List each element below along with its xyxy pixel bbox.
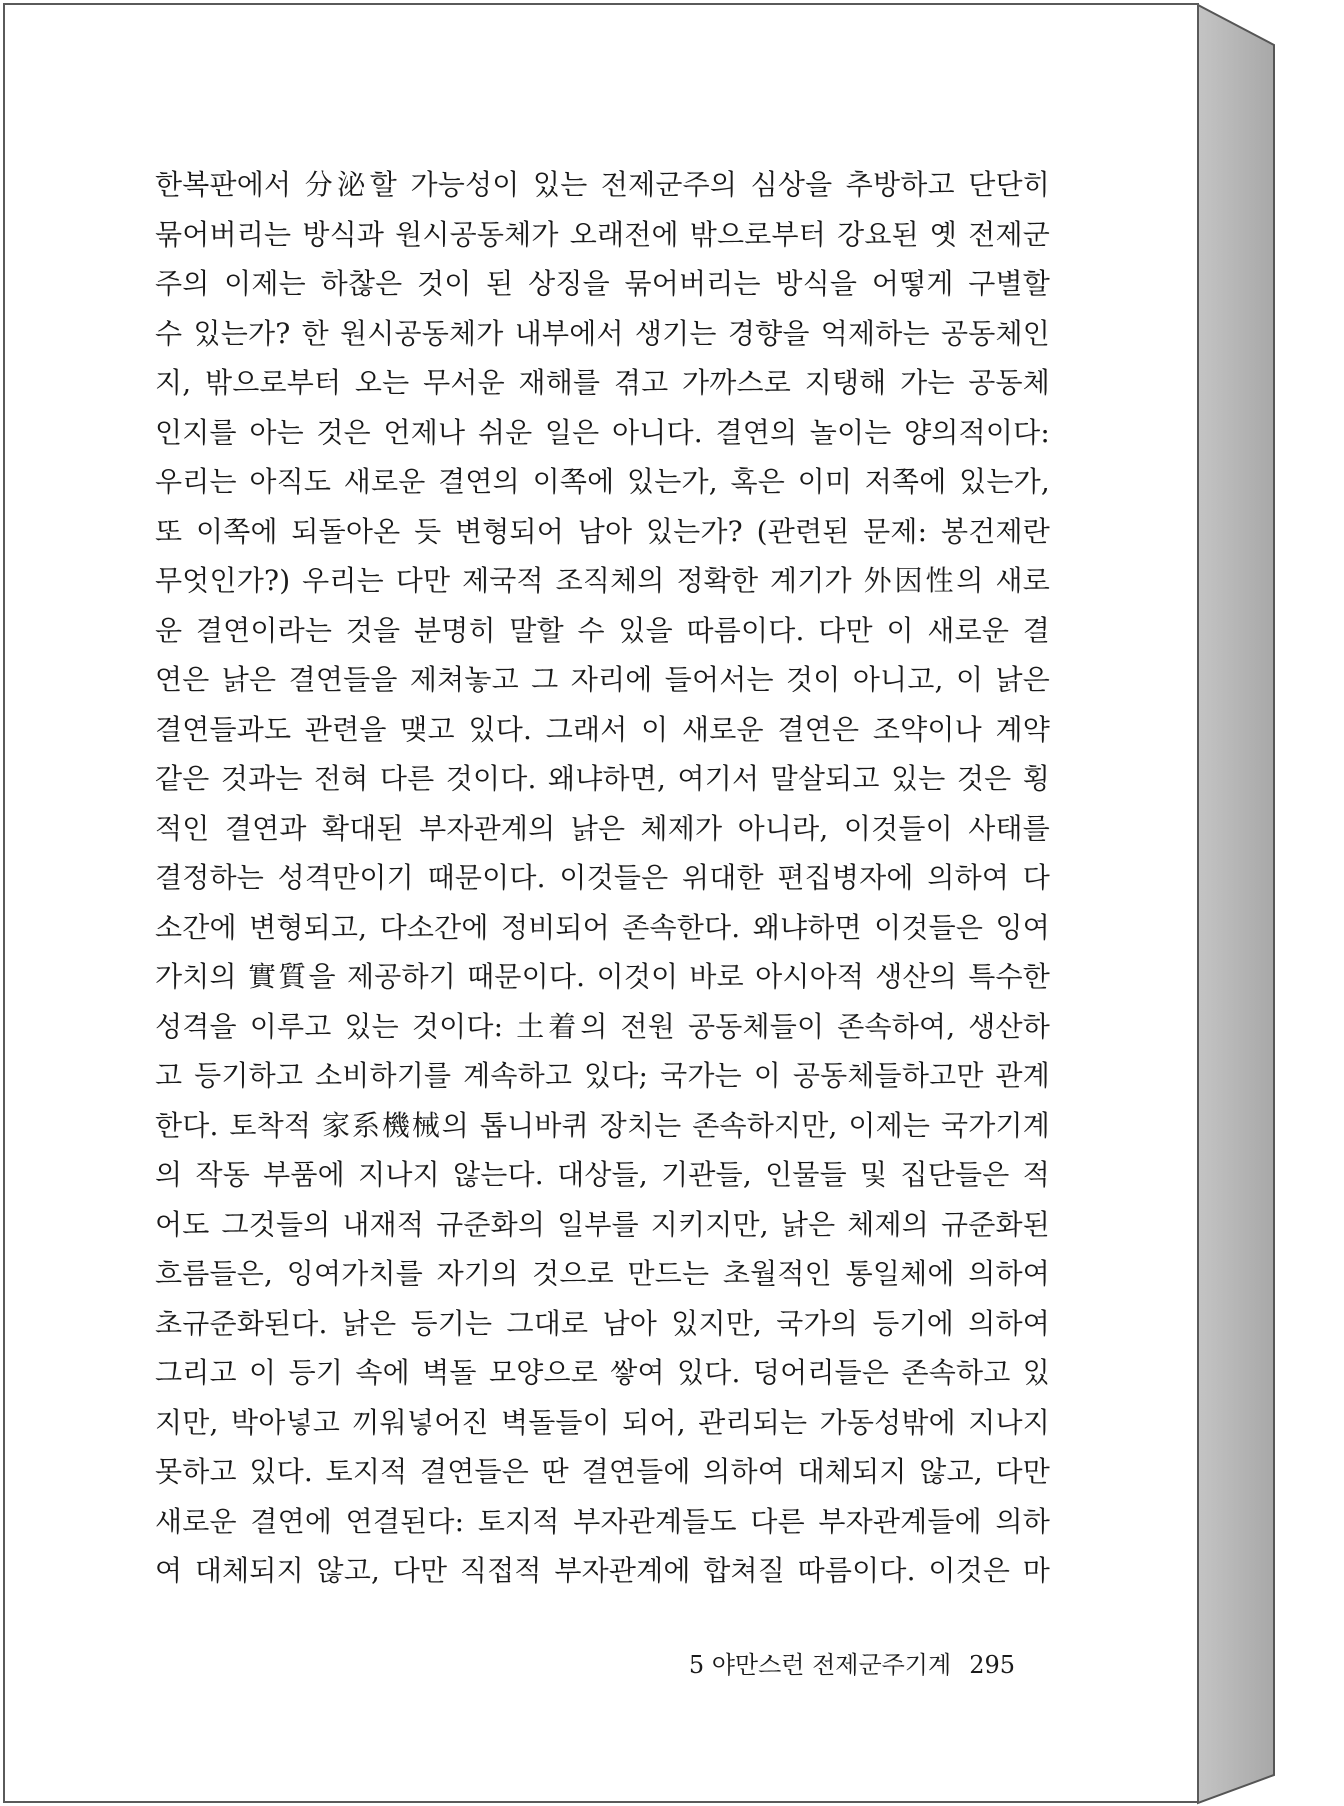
text-line: 한복판에서 分泌할 가능성이 있는 전제군주의 심상을 추방하고 단단히: [155, 168, 1050, 201]
text-line: 어도 그것들의 내재적 규준화의 일부를 지키지만, 낡은 체제의 규준화된: [155, 1207, 1050, 1241]
running-footer: [605, 1645, 1015, 1680]
text-line: 결정하는 성격만이기 때문이다. 이것들은 위대한 편집병자에 의하여 다: [155, 861, 1050, 894]
text-line: 여 대체되지 않고, 다만 직접적 부자관계에 합쳐질 따름이다. 이것은 마: [155, 1554, 1050, 1587]
text-line: 지만, 박아넣고 끼워넣어진 벽돌들이 되어, 관리되는 가동성밖에 지나지: [155, 1405, 1050, 1439]
text-line: 같은 것과는 전혀 다른 것이다. 왜냐하면, 여기서 말살되고 있는 것은 횡: [155, 762, 1050, 795]
text-line: 또 이쪽에 되돌아온 듯 변형되어 남아 있는가? (관련된 문제: 봉건제란: [155, 514, 1050, 548]
text-line: 주의 이제는 하찮은 것이 된 상징을 묶어버리는 방식을 어떻게 구별할: [155, 267, 1050, 300]
text-line: 고 등기하고 소비하기를 계속하고 있다; 국가는 이 공동체들하고만 관계: [155, 1059, 1050, 1092]
text-line: 연은 낡은 결연들을 제쳐놓고 그 자리에 들어서는 것이 아니고, 이 낡은: [155, 663, 1050, 696]
text-line: 가치의 實質을 제공하기 때문이다. 이것이 바로 아시아적 생산의 특수한: [155, 960, 1050, 993]
text-line: 초규준화된다. 낡은 등기는 그대로 남아 있지만, 국가의 등기에 의하여: [155, 1306, 1050, 1340]
text-line: 적인 결연과 확대된 부자관계의 낡은 체제가 아니라, 이것들이 사태를: [155, 811, 1050, 845]
text-line: 인지를 아는 것은 언제나 쉬운 일은 아니다. 결연의 놀이는 양의적이다:: [155, 415, 1050, 449]
chapter-title: 5 야만스런 전제군주기계: [688, 1651, 952, 1679]
text-line: 그리고 이 등기 속에 벽돌 모양으로 쌓여 있다. 덩어리들은 존속하고 있: [155, 1356, 1050, 1389]
text-line: 우리는 아직도 새로운 결연의 이쪽에 있는가, 혹은 이미 저쪽에 있는가,: [155, 465, 1050, 498]
page-number: 295: [969, 1651, 1015, 1679]
text-line: 성격을 이루고 있는 것이다: 土着의 전원 공동체들이 존속하여, 생산하: [155, 1009, 1050, 1043]
text-line: 수 있는가? 한 원시공동체가 내부에서 생기는 경향을 억제하는 공동체인: [155, 316, 1050, 350]
text-line: 의 작동 부품에 지나지 않는다. 대상들, 기관들, 인물들 및 집단들은 적: [155, 1158, 1050, 1191]
text-line: 소간에 변형되고, 다소간에 정비되어 존속한다. 왜냐하면 이것들은 잉여: [155, 910, 1050, 944]
text-line: 무엇인가?) 우리는 다만 제국적 조직체의 정확한 계기가 外因性의 새로: [155, 564, 1050, 597]
book-page: [3, 3, 1199, 1803]
text-line: 새로운 결연에 연결된다: 토지적 부자관계들도 다른 부자관계들에 의하: [155, 1504, 1050, 1538]
text-line: 지, 밖으로부터 오는 무서운 재해를 겪고 가까스로 지탱해 가는 공동체: [155, 366, 1050, 399]
text-line: 흐름들은, 잉여가치를 자기의 것으로 만드는 초월적인 통일체에 의하여: [155, 1257, 1050, 1290]
text-line: 운 결연이라는 것을 분명히 말할 수 있을 따름이다. 다만 이 새로운 결: [155, 613, 1050, 647]
text-line: 묶어버리는 방식과 원시공동체가 오래전에 밖으로부터 강요된 옛 전제군: [155, 217, 1050, 251]
text-line: 한다. 토착적 家系機械의 톱니바퀴 장치는 존속하지만, 이제는 국가기계: [155, 1108, 1050, 1142]
body-text: [155, 160, 1050, 1596]
text-line: 결연들과도 관련을 맺고 있다. 그래서 이 새로운 결연은 조약이나 계약: [155, 712, 1050, 746]
text-line: 못하고 있다. 토지적 결연들은 딴 결연들에 의하여 대체되지 않고, 다만: [155, 1455, 1050, 1488]
